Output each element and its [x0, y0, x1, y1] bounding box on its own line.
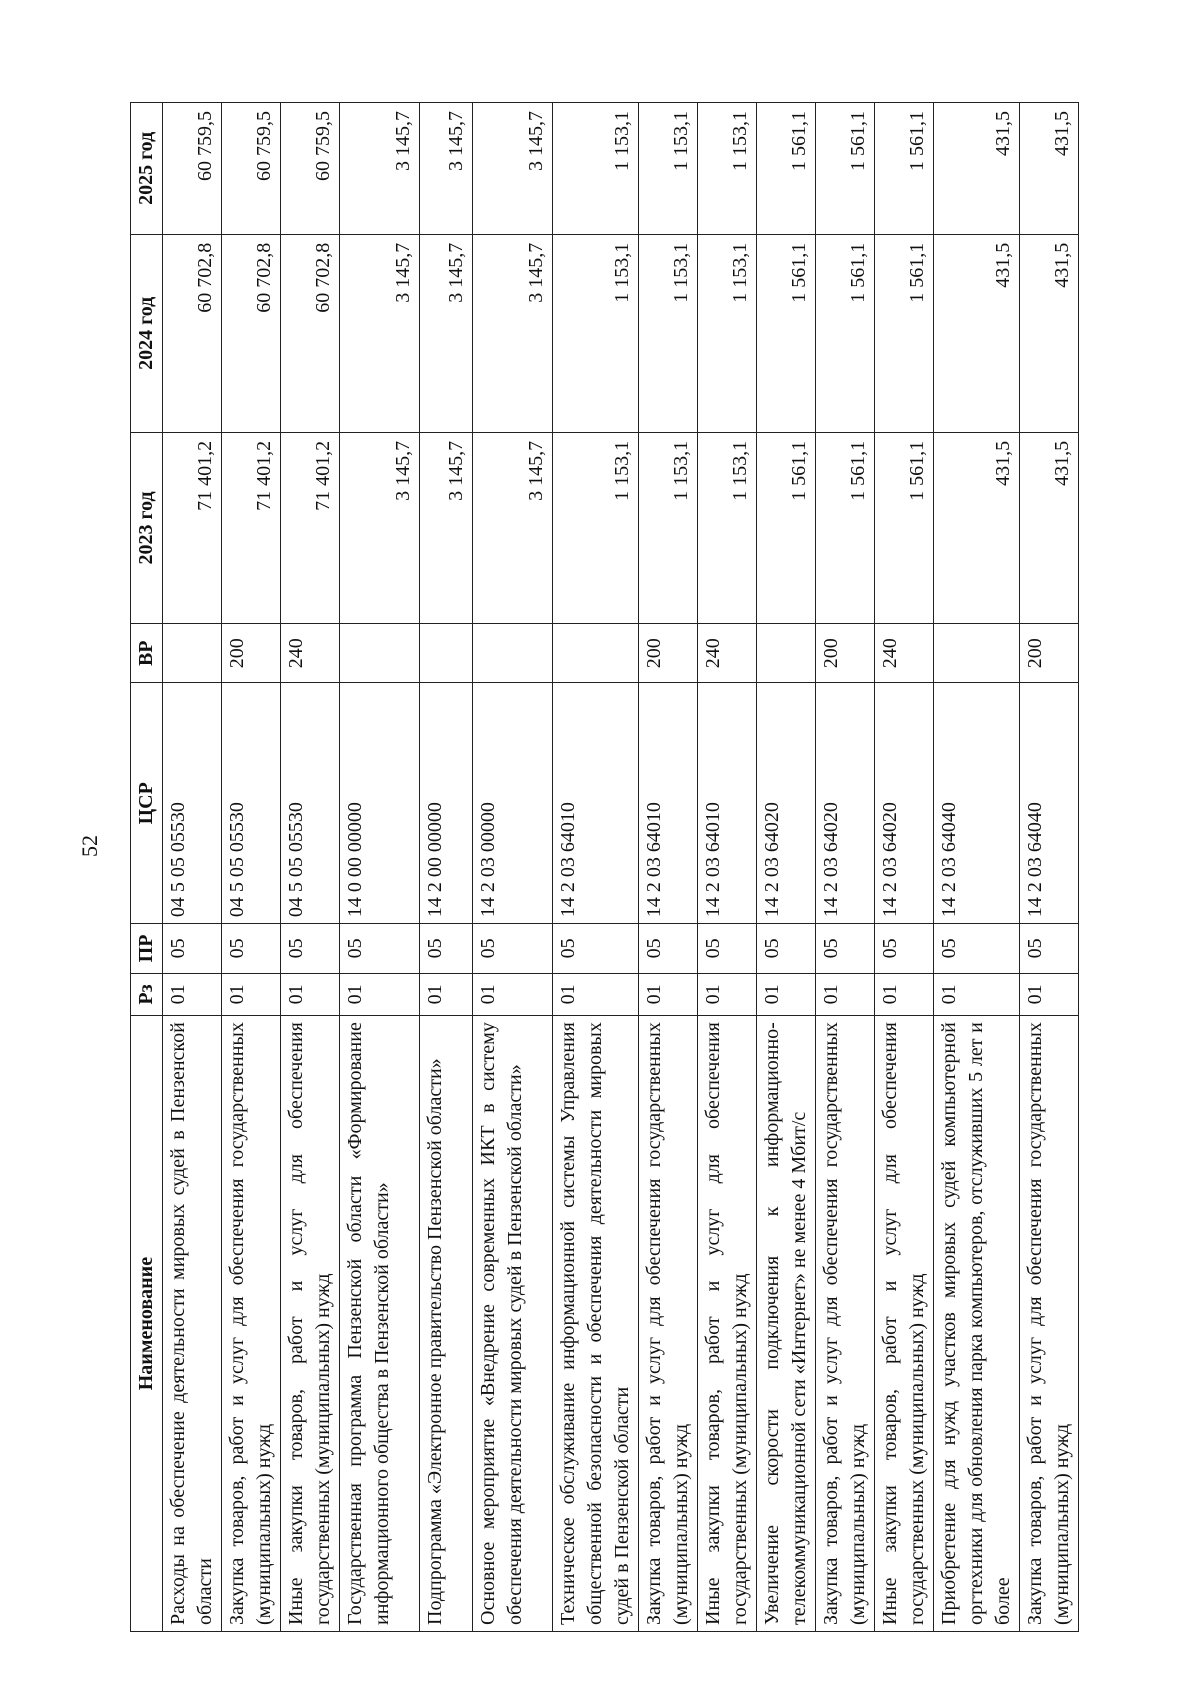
cell-rz: 01 [639, 973, 698, 1015]
cell-name: Закупка товаров, работ и услуг для обеспечения государственных (муниципальных) нужд [639, 1016, 698, 1632]
cell-2023: 71 401,2 [163, 432, 222, 623]
cell-name: Приобретение для нужд участков мировых судей компьютерной оргтехники для обновления парка компьютеров, отслуживших 5 лет и более [934, 1016, 1020, 1632]
cell-pr: 05 [553, 924, 639, 974]
budget-table [130, 102, 1079, 1632]
cell-2024: 1 561,1 [757, 234, 816, 432]
cell-rz: 01 [1020, 973, 1079, 1015]
cell-rz: 01 [281, 973, 340, 1015]
cell-pr: 05 [757, 924, 816, 974]
cell-2024: 3 145,7 [420, 234, 473, 432]
cell-vr [934, 624, 1020, 683]
cell-2025: 431,5 [1020, 103, 1079, 235]
cell-csr: 14 2 03 64040 [934, 683, 1020, 924]
cell-vr: 240 [698, 624, 757, 683]
cell-vr: 200 [222, 624, 281, 683]
cell-rz: 01 [473, 973, 553, 1015]
table-row [816, 103, 875, 1632]
header-2024: 2024 год [131, 234, 163, 432]
cell-vr: 240 [875, 624, 934, 683]
cell-pr: 05 [698, 924, 757, 974]
cell-pr: 05 [163, 924, 222, 974]
cell-2023: 71 401,2 [222, 432, 281, 623]
cell-name: Техническое обслуживание информационной системы Управления общественной безопасности и обеспечения деятельности мировых судей в Пензенской области [553, 1016, 639, 1632]
cell-pr: 05 [934, 924, 1020, 974]
cell-2023: 1 153,1 [639, 432, 698, 623]
table-row [639, 103, 698, 1632]
cell-rz: 01 [698, 973, 757, 1015]
cell-2024: 1 153,1 [639, 234, 698, 432]
cell-vr [340, 624, 420, 683]
cell-vr: 240 [281, 624, 340, 683]
cell-pr: 05 [816, 924, 875, 974]
cell-vr: 200 [639, 624, 698, 683]
cell-2025: 3 145,7 [420, 103, 473, 235]
cell-2023: 431,5 [1020, 432, 1079, 623]
cell-2025: 1 561,1 [816, 103, 875, 235]
cell-2024: 60 702,8 [281, 234, 340, 432]
table-row [163, 103, 222, 1632]
cell-rz: 01 [222, 973, 281, 1015]
cell-2023: 1 561,1 [757, 432, 816, 623]
cell-name: Иные закупки товаров, работ и услуг для обеспечения государственных (муниципальных) нужд [281, 1016, 340, 1632]
table-row [698, 103, 757, 1632]
cell-pr: 05 [222, 924, 281, 974]
cell-csr: 14 2 03 64010 [639, 683, 698, 924]
cell-name: Иные закупки товаров, работ и услуг для обеспечения государственных (муниципальных) нужд [875, 1016, 934, 1632]
cell-rz: 01 [340, 973, 420, 1015]
cell-2024: 1 153,1 [698, 234, 757, 432]
table-row [1020, 103, 1079, 1632]
table-row [222, 103, 281, 1632]
cell-pr: 05 [281, 924, 340, 974]
cell-vr [757, 624, 816, 683]
cell-2023: 1 561,1 [816, 432, 875, 623]
cell-2023: 3 145,7 [340, 432, 420, 623]
cell-2024: 431,5 [934, 234, 1020, 432]
cell-2024: 1 561,1 [875, 234, 934, 432]
cell-2025: 60 759,5 [281, 103, 340, 235]
cell-2025: 3 145,7 [340, 103, 420, 235]
header-pr: ПР [131, 924, 163, 974]
cell-rz: 01 [757, 973, 816, 1015]
cell-2025: 1 153,1 [639, 103, 698, 235]
cell-name: Иные закупки товаров, работ и услуг для обеспечения государственных (муниципальных) нужд [698, 1016, 757, 1632]
page-number: 52 [77, 835, 102, 857]
cell-rz: 01 [934, 973, 1020, 1015]
cell-csr: 14 2 03 64020 [875, 683, 934, 924]
cell-pr: 05 [639, 924, 698, 974]
cell-vr: 200 [1020, 624, 1079, 683]
cell-2025: 1 153,1 [553, 103, 639, 235]
header-name: Наименование [131, 1016, 163, 1632]
cell-vr [553, 624, 639, 683]
cell-csr: 14 2 00 00000 [420, 683, 473, 924]
cell-2025: 431,5 [934, 103, 1020, 235]
cell-2024: 431,5 [1020, 234, 1079, 432]
cell-csr: 04 5 05 05530 [222, 683, 281, 924]
table-header-row [131, 103, 163, 1632]
cell-name: Государственная программа Пензенской области «Формирование информационного общества в Пензенской области» [340, 1016, 420, 1632]
cell-2023: 3 145,7 [420, 432, 473, 623]
cell-vr [473, 624, 553, 683]
cell-name: Подпрограмма «Электронное правительство Пензенской области» [420, 1016, 473, 1632]
cell-csr: 14 2 03 64020 [757, 683, 816, 924]
header-vr: ВР [131, 624, 163, 683]
cell-name: Закупка товаров, работ и услуг для обеспечения государственных (муниципальных) нужд [222, 1016, 281, 1632]
cell-csr: 14 2 03 64040 [1020, 683, 1079, 924]
cell-2024: 3 145,7 [473, 234, 553, 432]
cell-pr: 05 [340, 924, 420, 974]
cell-2025: 1 153,1 [698, 103, 757, 235]
cell-vr: 200 [816, 624, 875, 683]
cell-2023: 71 401,2 [281, 432, 340, 623]
cell-2025: 3 145,7 [473, 103, 553, 235]
cell-csr: 14 2 03 00000 [473, 683, 553, 924]
table-row [553, 103, 639, 1632]
cell-rz: 01 [420, 973, 473, 1015]
cell-rz: 01 [163, 973, 222, 1015]
cell-2025: 60 759,5 [222, 103, 281, 235]
cell-csr: 14 2 03 64020 [816, 683, 875, 924]
header-rz: Рз [131, 973, 163, 1015]
table-row [757, 103, 816, 1632]
cell-2023: 3 145,7 [473, 432, 553, 623]
cell-2024: 1 153,1 [553, 234, 639, 432]
table-row [340, 103, 420, 1632]
cell-pr: 05 [1020, 924, 1079, 974]
cell-csr: 14 2 03 64010 [553, 683, 639, 924]
cell-2023: 1 153,1 [553, 432, 639, 623]
rotated-table-container [130, 102, 1073, 1632]
cell-pr: 05 [875, 924, 934, 974]
cell-name: Увеличение скорости подключения к информационно-телекоммуникационной сети «Интернет» не менее 4 Мбит/с [757, 1016, 816, 1632]
cell-rz: 01 [553, 973, 639, 1015]
cell-name: Закупка товаров, работ и услуг для обеспечения государственных (муниципальных) нужд [1020, 1016, 1079, 1632]
cell-2025: 1 561,1 [757, 103, 816, 235]
cell-vr [420, 624, 473, 683]
cell-2024: 3 145,7 [340, 234, 420, 432]
table-row [281, 103, 340, 1632]
header-csr: ЦСР [131, 683, 163, 924]
table-row [934, 103, 1020, 1632]
cell-rz: 01 [816, 973, 875, 1015]
cell-2024: 60 702,8 [163, 234, 222, 432]
table-row [875, 103, 934, 1632]
cell-2024: 1 561,1 [816, 234, 875, 432]
cell-name: Расходы на обеспечение деятельности мировых судей в Пензенской области [163, 1016, 222, 1632]
cell-csr: 04 5 05 05530 [163, 683, 222, 924]
cell-csr: 14 0 00 00000 [340, 683, 420, 924]
cell-2023: 1 153,1 [698, 432, 757, 623]
cell-name: Основное мероприятие «Внедрение современных ИКТ в систему обеспечения деятельности мировых судей в Пензенской области» [473, 1016, 553, 1632]
cell-2023: 1 561,1 [875, 432, 934, 623]
cell-csr: 04 5 05 05530 [281, 683, 340, 924]
header-2023: 2023 год [131, 432, 163, 623]
cell-2025: 60 759,5 [163, 103, 222, 235]
cell-name: Закупка товаров, работ и услуг для обеспечения государственных (муниципальных) нужд [816, 1016, 875, 1632]
cell-2023: 431,5 [934, 432, 1020, 623]
cell-2024: 60 702,8 [222, 234, 281, 432]
cell-vr [163, 624, 222, 683]
cell-pr: 05 [473, 924, 553, 974]
cell-2025: 1 561,1 [875, 103, 934, 235]
table-row [473, 103, 553, 1632]
cell-pr: 05 [420, 924, 473, 974]
table-row [420, 103, 473, 1632]
cell-rz: 01 [875, 973, 934, 1015]
header-2025: 2025 год [131, 103, 163, 235]
cell-csr: 14 2 03 64010 [698, 683, 757, 924]
